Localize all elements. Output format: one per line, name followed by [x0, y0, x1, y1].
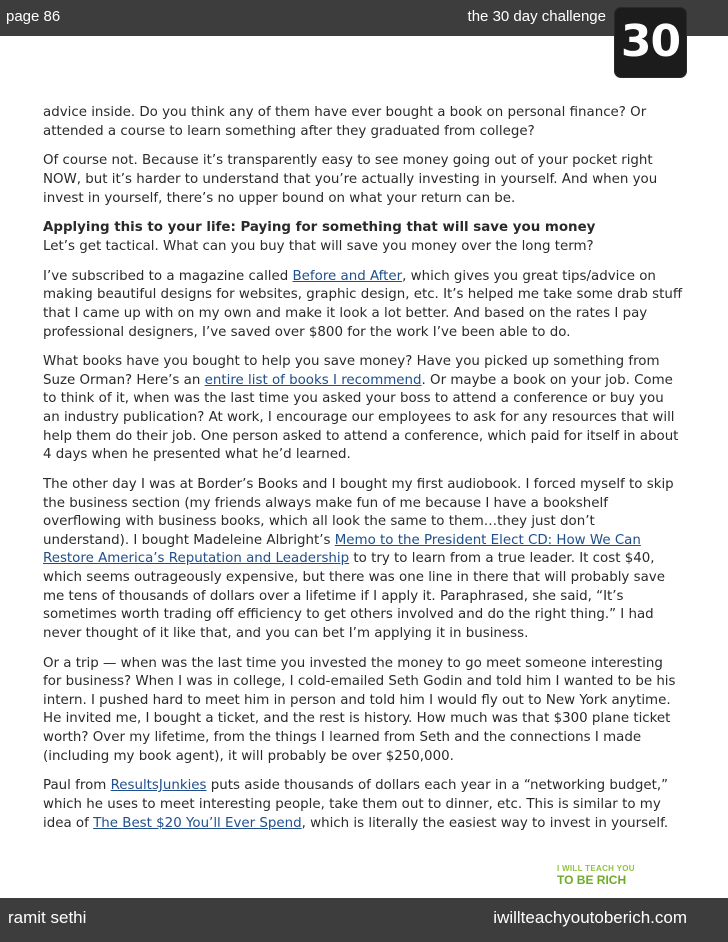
p4-text-before: What books have you bought to help you save money? Have you picked up something from Suze Orman? Here’s an [43, 354, 660, 388]
article-body [43, 104, 683, 844]
section-intro: Let’s get tactical. What can you buy that will save you money over the long term? [43, 238, 594, 254]
day-badge [615, 8, 686, 77]
paragraph-4 [43, 353, 683, 465]
link-book-list[interactable]: entire list of books I recommend [204, 372, 422, 388]
challenge-title: the 30 day challenge [467, 8, 606, 25]
section-heading: Applying this to your life: Paying for something that will save you money [43, 220, 596, 236]
link-best-20-dollars[interactable]: The Best $20 You’ll Ever Spend [93, 815, 302, 831]
p7-text-after: , which is literally the easiest way to invest in yourself. [301, 815, 669, 831]
paragraph-3 [43, 268, 683, 342]
paragraph-7 [43, 777, 683, 833]
paragraph-2: Of course not. Because it’s transparently easy to see money going out of your pocket right NOW, but it’s harder to understand that you’re actually investing in yourself. And when you invest in yourself, there’s no upper bound on what your return can be. [43, 153, 658, 206]
p7-text-middle: puts aside thousands of dollars each year in a “networking budget,” which he uses to meet interesting people, take them out to dinner, etc. This is similar to my idea of [43, 778, 669, 831]
site-url: iwillteachyoutoberich.com [493, 908, 687, 927]
link-before-and-after[interactable]: Before and After [292, 268, 403, 284]
p3-text-after: , which gives you great tips/advice on making beautiful designs for websites, graphic design, etc. It’s helped me take some drab stuff that I came up with on my own and make it look a lot better. And based on the rates I pay professional designers, I’ve saved over $800 for the work I’ve been able to do. [43, 268, 683, 340]
logo-line-1: I WILL TEACH YOU [557, 864, 635, 873]
footer-bar [0, 898, 728, 942]
page-number: page 86 [6, 8, 61, 25]
p4-text-after: . Or maybe a book on your job. Come to think of it, when was the last time you asked your boss to attend a conference or buy you an industry publication? At work, I encourage our employees to ask for any resources that will help them do their job. One person asked to attend a conference, which paid for itself in about 4 days when he presented what he’d learned. [43, 372, 679, 463]
p5-text-after: to try to learn from a true leader. It cost $40, which seems outrageously expensive, but there was one line in there that will probably save me tens of thousands of dollars over a lifetime if I apply it. Paraphrased, she said, “It’s sometimes worth trading off efficiency to get others involved and do the right thing.” I had never thought of it like that, and you can bet I’m applying it in business. [43, 551, 665, 641]
author-name: ramit sethi [8, 908, 87, 927]
badge-number: 30 [620, 16, 681, 67]
paragraph-5 [43, 476, 683, 643]
brand-logo [557, 864, 647, 887]
paragraph-1: advice inside. Do you think any of them have ever bought a book on personal finance? Or attended a course to learn something after they graduated from college? [43, 105, 647, 139]
p5-text-before: The other day I was at Border’s Books and I bought my first audiobook. I forced myself to skip the business section (my friends always make fun of me because I have a bookshelf overflowing with business books, which all look the same to them…they just don’t understand). I bought Madeleine Albright’s [43, 477, 674, 548]
logo-line-2: TO BE RICH [557, 873, 627, 887]
p7-text-before: Paul from [43, 778, 111, 794]
link-results-junkies[interactable]: ResultsJunkies [110, 778, 207, 794]
link-albright-memo[interactable]: Memo to the President Elect CD: How We Can Restore America’s Reputation and Leadership [43, 532, 641, 567]
paragraph-6: Or a trip — when was the last time you invested the money to go meet someone interesting for business? When I was in college, I cold-emailed Seth Godin and told him I wanted to be his intern. I pushed hard to meet him in person and told him I would fly out to New York anytime. He invited me, I bought a ticket, and the rest is history. How much was that $300 plane ticket worth? Over my lifetime, from the things I learned from Seth and the connections I made (including my book agent), it will probably be over $250,000. [43, 655, 676, 764]
p3-text-before: I’ve subscribed to a magazine called [43, 268, 293, 284]
